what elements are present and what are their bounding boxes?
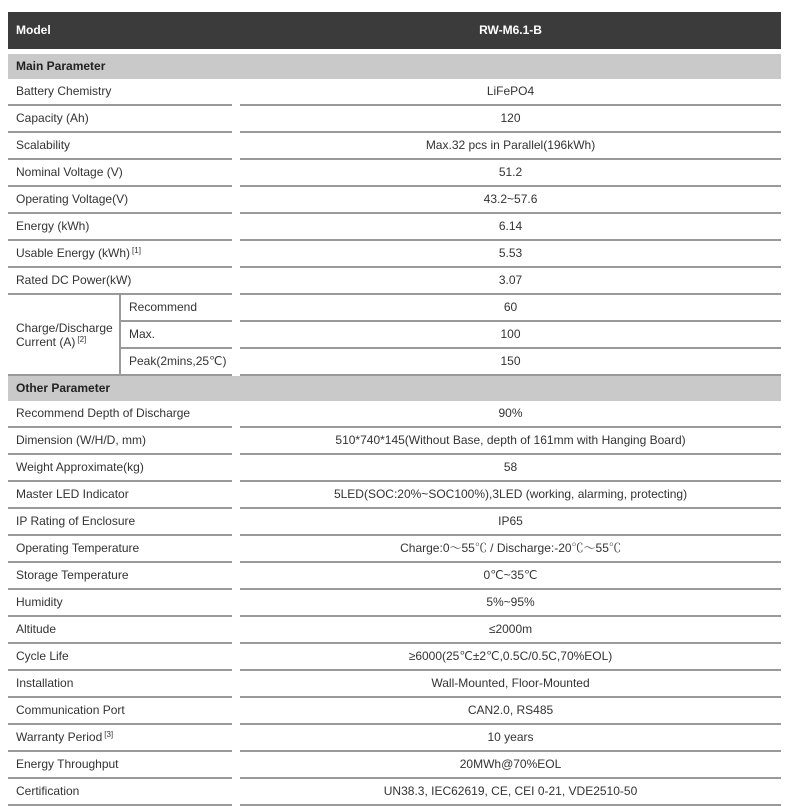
spec-value: 51.2 <box>240 160 781 187</box>
spec-row <box>8 241 781 268</box>
section-title: Main Parameter <box>8 54 781 79</box>
spec-row <box>8 590 781 617</box>
spec-label: Operating Voltage(V) <box>8 187 232 214</box>
spec-row-current-recommend <box>8 295 781 322</box>
spec-row <box>8 509 781 536</box>
spec-label: Humidity <box>8 590 232 617</box>
spec-value: 150 <box>240 349 781 376</box>
spec-label: IP Rating of Enclosure <box>8 509 232 536</box>
spec-value: ≥6000(25℃±2℃,0.5C/0.5C,70%EOL) <box>240 644 781 671</box>
spec-row-current-max <box>8 322 781 349</box>
spec-label: Recommend Depth of Discharge <box>8 401 232 428</box>
spec-label: Energy Throughput <box>8 752 232 779</box>
spec-sublabel: Peak(2mins,25℃) <box>119 349 232 376</box>
model-label: Model <box>8 12 232 49</box>
spec-value: 90% <box>240 401 781 428</box>
spec-row <box>8 214 781 241</box>
spec-row <box>8 187 781 214</box>
spec-row <box>8 752 781 779</box>
spec-value: 43.2~57.6 <box>240 187 781 214</box>
spec-value: 120 <box>240 106 781 133</box>
section-title: Other Parameter <box>8 376 781 401</box>
spec-label: Rated DC Power(kW) <box>8 268 232 295</box>
spec-sublabel: Recommend <box>119 295 232 322</box>
spec-label: Weight Approximate(kg) <box>8 455 232 482</box>
spec-label: Altitude <box>8 617 232 644</box>
spec-label: Battery Chemistry <box>8 79 232 106</box>
spec-label: Scalability <box>8 133 232 160</box>
spec-value: CAN2.0, RS485 <box>240 698 781 725</box>
spec-label: Storage Temperature <box>8 563 232 590</box>
spec-value: Wall-Mounted, Floor-Mounted <box>240 671 781 698</box>
spec-label: Master LED Indicator <box>8 482 232 509</box>
spec-value: 5.53 <box>240 241 781 268</box>
spec-row <box>8 268 781 295</box>
spec-row <box>8 79 781 106</box>
spec-label: Communication Port <box>8 698 232 725</box>
spec-value: IP65 <box>240 509 781 536</box>
spec-value: 0℃~35℃ <box>240 563 781 590</box>
spec-value: UN38.3, IEC62619, CE, CEI 0-21, VDE2510-50 <box>240 779 781 806</box>
spec-value: LiFePO4 <box>240 79 781 106</box>
spec-value: 100 <box>240 322 781 349</box>
spec-value: 20MWh@70%EOL <box>240 752 781 779</box>
spec-value: 3.07 <box>240 268 781 295</box>
spec-label: Operating Temperature <box>8 536 232 563</box>
spec-label: Usable Energy (kWh) [1] <box>8 241 232 268</box>
spec-label: Installation <box>8 671 232 698</box>
section-header-main <box>8 54 781 79</box>
footnote-ref: [3] <box>104 730 114 739</box>
spec-value: ≤2000m <box>240 617 781 644</box>
section-header-other <box>8 376 781 401</box>
spec-value: 5LED(SOC:20%~SOC100%),3LED (working, alarming, protecting) <box>240 482 781 509</box>
spec-value: 5%~95% <box>240 590 781 617</box>
spec-row <box>8 401 781 428</box>
spec-row <box>8 482 781 509</box>
spec-row <box>8 617 781 644</box>
spec-row <box>8 428 781 455</box>
spec-label: Nominal Voltage (V) <box>8 160 232 187</box>
model-value: RW-M6.1-B <box>240 12 781 49</box>
spec-row <box>8 644 781 671</box>
spec-value: 6.14 <box>240 214 781 241</box>
spec-row <box>8 698 781 725</box>
spec-value: 510*740*145(Without Base, depth of 161mm with Hanging Board) <box>240 428 781 455</box>
spec-label: Certification <box>8 779 232 806</box>
spec-table <box>8 12 781 806</box>
spec-label: Warranty Period [3] <box>8 725 232 752</box>
spec-value: 10 years <box>240 725 781 752</box>
spec-row <box>8 779 781 806</box>
model-row <box>8 12 781 49</box>
spec-label: Capacity (Ah) <box>8 106 232 133</box>
spec-value: Charge:0～55℃ / Discharge:-20℃～55℃ <box>240 536 781 563</box>
footnote-ref: [1] <box>132 246 141 255</box>
spec-row <box>8 455 781 482</box>
spec-sublabel: Max. <box>119 322 232 349</box>
footnote-ref: [2] <box>77 334 87 344</box>
spec-label: Dimension (W/H/D, mm) <box>8 428 232 455</box>
spec-value: 58 <box>240 455 781 482</box>
spec-row <box>8 106 781 133</box>
spec-row <box>8 133 781 160</box>
spec-row-current-peak <box>8 349 781 376</box>
spec-row <box>8 160 781 187</box>
spec-row <box>8 536 781 563</box>
spec-label: Energy (kWh) <box>8 214 232 241</box>
current-group-label: Charge/Discharge Current (A) [2] <box>8 295 119 376</box>
spec-row <box>8 725 781 752</box>
spec-label: Cycle Life <box>8 644 232 671</box>
spec-value: 60 <box>240 295 781 322</box>
spec-value: Max.32 pcs in Parallel(196kWh) <box>240 133 781 160</box>
spec-row <box>8 671 781 698</box>
spec-row <box>8 563 781 590</box>
